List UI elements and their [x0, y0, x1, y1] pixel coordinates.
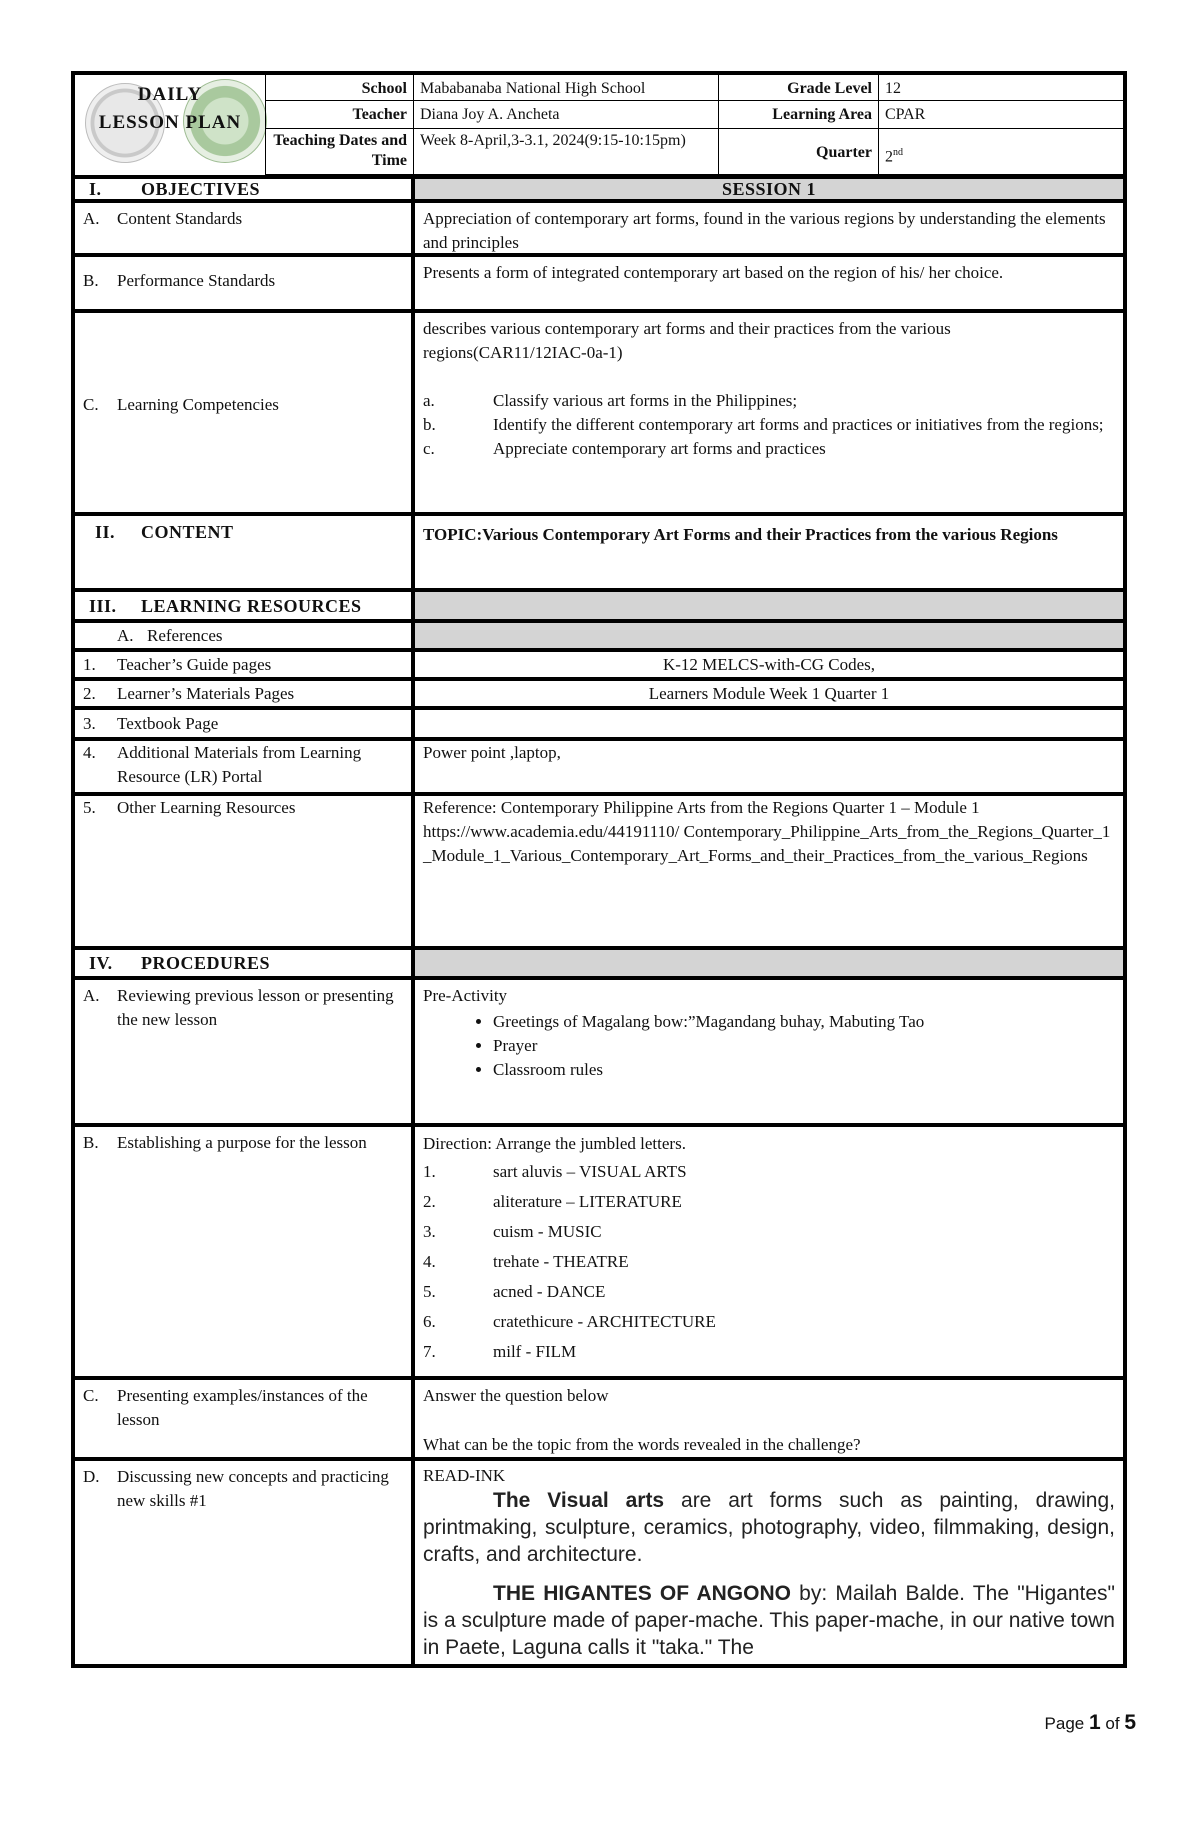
resource-value: Learners Module Week 1 Quarter 1 — [648, 684, 890, 703]
procedure-b-label — [75, 1127, 415, 1376]
learning-resources-heading — [75, 592, 415, 619]
teacher-label: Teacher — [265, 101, 413, 129]
teaching-dates-label: Teaching Dates and Time — [265, 129, 413, 175]
section-number: III. — [89, 596, 117, 616]
content-standards-value: Appreciation of contemporary art forms, found in the various regions by understanding the elements and principles — [423, 209, 1106, 252]
item-letter: C. — [83, 1386, 99, 1405]
item-number: 2. — [423, 1192, 436, 1211]
objectives-heading — [75, 179, 415, 199]
item-number: 7. — [423, 1342, 436, 1361]
quarter-suffix: nd — [893, 147, 903, 158]
item-label: Discussing new concepts and practicing new skills #1 — [117, 1467, 389, 1510]
lesson-plan-sheet — [71, 71, 1127, 1668]
resource-label — [75, 710, 415, 737]
item-text: trehate - THEATRE — [493, 1252, 629, 1271]
resource-row — [71, 706, 1127, 737]
item-label: Establishing a purpose for the lesson — [117, 1133, 367, 1152]
learning-resources-heading-row — [71, 588, 1127, 619]
item-letter: A. — [83, 209, 100, 228]
page-total: 5 — [1124, 1711, 1136, 1734]
resource-label — [75, 681, 415, 706]
reference-url: https://www.academia.edu/44191110/ Contemporary_Philippine_Arts_from_the_Regions_Quarter_1_Module_1_Various_Contemporary_Art_Forms_and_their_Practices_from_the_various_Regions — [423, 822, 1111, 865]
section-number: IV. — [89, 953, 113, 973]
item-number: 2. — [83, 684, 96, 703]
item-label: Additional Materials from Learning Resource (LR) Portal — [117, 743, 362, 786]
page-number: 1 — [1088, 1711, 1101, 1734]
title-line-2: LESSON PLAN — [98, 112, 242, 133]
procedure-a-label — [75, 980, 415, 1123]
item-number: 3. — [83, 714, 96, 733]
content-standards-row — [71, 199, 1127, 253]
competency-text: Classify various art forms in the Philippines; — [493, 391, 798, 410]
quarter-number: 2 — [885, 148, 893, 166]
content-standards-label — [75, 203, 415, 253]
item-number: 5. — [83, 798, 96, 817]
other-resources-row — [71, 792, 1127, 946]
procedure-d-label — [75, 1461, 415, 1664]
item-text: cratethicure - ARCHITECTURE — [493, 1312, 716, 1331]
references-label — [75, 623, 415, 648]
paragraph-lead: The Visual arts — [493, 1489, 665, 1512]
competency-marker: a. — [423, 391, 435, 410]
quarter-value — [878, 129, 1123, 175]
gray-cell — [415, 623, 1123, 648]
question-text: What can be the topic from the words revealed in the challenge? — [423, 1435, 861, 1454]
performance-standards-row — [71, 253, 1127, 309]
resource-value — [415, 710, 1123, 737]
item-label: Learning Competencies — [117, 395, 279, 414]
section-title: CONTENT — [141, 522, 234, 542]
item-label: Content Standards — [117, 209, 243, 228]
list-item — [423, 1187, 1115, 1217]
procedure-d-row — [71, 1457, 1127, 1668]
session-heading: SESSION 1 — [415, 179, 1123, 199]
school-label: School — [265, 75, 413, 101]
competency-item — [423, 413, 1115, 437]
section-number: I. — [89, 179, 102, 199]
competency-marker: c. — [423, 439, 435, 458]
item-label: References — [147, 626, 223, 645]
item-text: acned - DANCE — [493, 1282, 606, 1301]
title-line-1: DAILY — [137, 84, 203, 105]
resource-row — [71, 677, 1127, 706]
list-item — [423, 1277, 1115, 1307]
item-letter: A. — [83, 986, 100, 1005]
section-title: PROCEDURES — [141, 953, 271, 973]
item-text: milf - FILM — [493, 1342, 577, 1361]
teaching-dates-value: Week 8-April,3-3.1, 2024(9:15-10:15pm) — [413, 129, 718, 175]
resource-value: K-12 MELCS-with-CG Codes, — [662, 655, 876, 674]
of-word: of — [1105, 1714, 1120, 1733]
document-title — [85, 81, 255, 137]
learning-competencies-row — [71, 309, 1127, 512]
references-row — [71, 619, 1127, 648]
competency-item — [423, 389, 1115, 413]
list-item: • Classroom rules — [493, 1058, 1115, 1082]
procedure-a-value — [415, 980, 1123, 1123]
procedure-d-value — [415, 1461, 1123, 1664]
item-number: 5. — [423, 1282, 436, 1301]
item-number: 6. — [423, 1312, 436, 1331]
learning-area-label: Learning Area — [718, 101, 878, 129]
procedure-b-value — [415, 1127, 1123, 1376]
content-topic: TOPIC:Various Contemporary Art Forms and their Practices from the various Regions — [423, 525, 1058, 544]
direction-text: Direction: Arrange the jumbled letters. — [423, 1134, 686, 1153]
learning-area-value: CPAR — [878, 101, 1123, 129]
item-letter: D. — [83, 1467, 100, 1486]
list-item: • Prayer — [493, 1034, 1115, 1058]
other-resources-value — [415, 796, 1123, 946]
performance-standards-label — [75, 257, 415, 309]
header-block — [71, 71, 1127, 175]
logo-area — [75, 75, 265, 175]
page-footer — [1045, 1711, 1136, 1735]
content-heading — [75, 516, 415, 588]
pre-activity-list — [423, 1010, 1115, 1082]
page-word: Page — [1044, 1714, 1085, 1733]
procedure-a-row — [71, 976, 1127, 1123]
competency-marker: b. — [423, 415, 436, 434]
item-letter: A. — [117, 626, 134, 645]
question-intro: Answer the question below — [423, 1386, 609, 1405]
resource-label — [75, 741, 415, 792]
resource-value: Power point ,laptop, — [423, 743, 561, 762]
reference-text: Reference: Contemporary Philippine Arts from the Regions Quarter 1 – Module 1 — [423, 798, 980, 817]
procedures-heading-row — [71, 946, 1127, 976]
list-item — [423, 1247, 1115, 1277]
competency-text: Identify the different contemporary art forms and practices or initiatives from the regions; — [493, 415, 1104, 434]
content-row — [71, 512, 1127, 588]
section-title: OBJECTIVES — [141, 179, 261, 199]
gray-cell — [415, 950, 1123, 976]
item-number: 1. — [83, 655, 96, 674]
section-number: II. — [95, 522, 116, 542]
paragraph-lead: THE HIGANTES OF ANGONO — [493, 1582, 791, 1605]
item-label: Textbook Page — [117, 714, 219, 733]
other-resources-label — [75, 796, 415, 946]
procedure-c-row — [71, 1376, 1127, 1457]
competency-text: Appreciate contemporary art forms and practices — [493, 439, 826, 458]
item-letter: B. — [83, 1133, 99, 1152]
procedure-c-label — [75, 1380, 415, 1457]
item-number: 4. — [423, 1252, 436, 1271]
list-item — [423, 1217, 1115, 1247]
item-label: Performance Standards — [117, 271, 276, 290]
section-title: LEARNING RESOURCES — [141, 596, 362, 616]
competency-item — [423, 437, 1115, 461]
list-item — [423, 1337, 1115, 1367]
grade-level-value: 12 — [878, 75, 1123, 101]
school-value: Mababanaba National High School — [413, 75, 718, 101]
item-number: 3. — [423, 1222, 436, 1241]
teacher-value: Diana Joy A. Ancheta — [413, 101, 718, 129]
visual-arts-paragraph — [423, 1487, 1115, 1568]
objectives-heading-row — [71, 175, 1127, 199]
item-letter: B. — [83, 271, 99, 290]
item-label: Presenting examples/instances of the lesson — [117, 1386, 368, 1429]
item-number: 4. — [83, 743, 96, 762]
gray-cell — [415, 592, 1123, 619]
grade-level-label: Grade Level — [718, 75, 878, 101]
resource-row — [71, 737, 1127, 792]
header-info-grid — [265, 75, 1123, 175]
item-text: cuism - MUSIC — [493, 1222, 602, 1241]
procedure-c-value — [415, 1380, 1123, 1457]
procedures-heading — [75, 950, 415, 976]
performance-standards-value: Presents a form of integrated contemporary art based on the region of his/ her choice. — [423, 263, 1004, 282]
item-text: aliterature – LITERATURE — [493, 1192, 682, 1211]
paragraph-text: by: Mailah Balde. The "Higantes" is a sculpture made of paper-mache. This paper-mache, in our native town in Paete, Laguna calls it "taka." The — [423, 1582, 1115, 1659]
procedure-b-row — [71, 1123, 1127, 1376]
item-label: Teacher’s Guide pages — [117, 655, 272, 674]
item-label: Other Learning Resources — [117, 798, 296, 817]
item-label: Reviewing previous lesson or presenting the new lesson — [117, 986, 394, 1029]
item-label: Learner’s Materials Pages — [117, 684, 295, 703]
resource-row — [71, 648, 1127, 677]
list-item — [423, 1307, 1115, 1337]
higantes-paragraph — [423, 1580, 1115, 1661]
item-number: 1. — [423, 1162, 436, 1181]
learning-competencies-label — [75, 313, 415, 512]
paragraph-text: are art forms such as painting, drawing, printmaking, sculpture, ceramics, photography, video, filmmaking, design, crafts, and architecture. — [423, 1489, 1115, 1566]
learning-competencies-value — [415, 313, 1123, 512]
read-ink-title: READ-INK — [423, 1466, 506, 1485]
item-letter: C. — [83, 395, 99, 414]
competency-intro: describes various contemporary art forms and their practices from the various regions(CAR11/12IAC-0a-1) — [423, 319, 951, 362]
quarter-label: Quarter — [718, 129, 878, 175]
pre-activity-title: Pre-Activity — [423, 986, 508, 1005]
list-item — [423, 1157, 1115, 1187]
list-item: • Greetings of Magalang bow:”Magandang buhay, Mabuting Tao — [493, 1010, 1115, 1034]
resource-label — [75, 652, 415, 677]
item-text: sart aluvis – VISUAL ARTS — [493, 1162, 687, 1181]
